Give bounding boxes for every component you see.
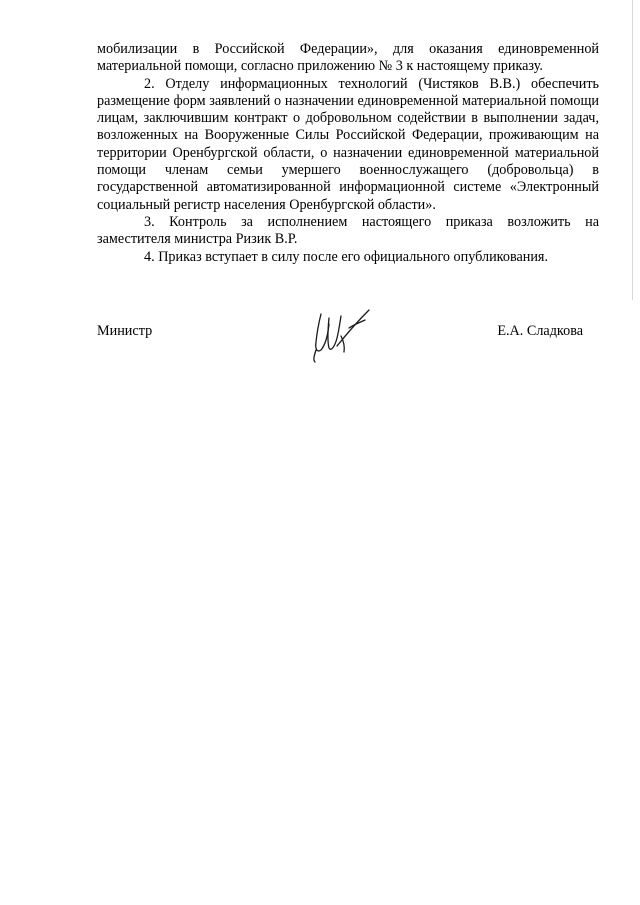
signature-block (97, 323, 599, 373)
paragraph-item-4: 4. Приказ вступает в силу после его официального опубликования. (144, 248, 549, 265)
paragraph-item-2: 2. Отделу информационных технологий (Чистяков В.В.) обеспечить размещение форм заявлений о назначении единовременной материальной помощи лицам, заключившим контракт о добровольном содействии в выполнении задач, возложенных на Вооруженные Силы Российской Федерации, проживающим на территории Оренбургской области, о назначении единовременной материальной помощи членам семьи умершего военнослужащего (добровольца) в государственной автоматизированной информационной системе «Электронный социальный регистр населения Оренбургской области». (97, 75, 599, 213)
document-body (97, 41, 599, 266)
scan-edge-line (632, 0, 633, 300)
signatory-title: Министр (97, 323, 153, 339)
paragraph-item-3: 3. Контроль за исполнением настоящего приказа возложить на заместителя министра Ризик В.Р. (97, 213, 599, 248)
paragraph-continuation: мобилизации в Российской Федерации», для оказания единовременной материальной помощи, согласно приложению № 3 к настоящему приказу. (97, 41, 599, 75)
signatory-name: Е.А. Сладкова (497, 323, 583, 339)
handwritten-signature (307, 306, 387, 366)
